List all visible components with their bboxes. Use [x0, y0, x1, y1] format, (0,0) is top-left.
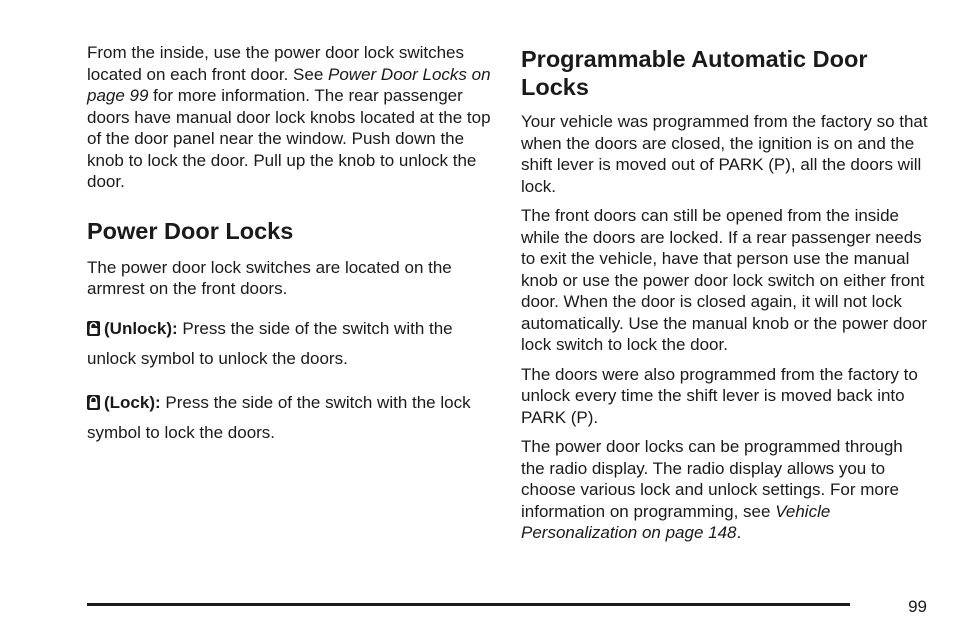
unlock-paragraph — [87, 314, 497, 374]
intro-paragraph — [87, 42, 497, 193]
unlock-icon — [87, 321, 100, 336]
switch-location-paragraph: The power door lock switches are located on the armrest on the front doors. — [87, 257, 452, 298]
right-column — [521, 42, 931, 544]
left-column — [87, 42, 497, 448]
lock-paragraph — [87, 388, 497, 448]
vehicle-personalization-link[interactable]: Vehicle Personalization on page 148 — [521, 501, 831, 542]
radio-display-text-end: . — [736, 523, 742, 542]
unlock-text: Press the side of the switch with the unlock symbol to unlock the doors. — [87, 318, 453, 368]
lock-icon — [87, 395, 100, 410]
lock-text: Press the side of the switch with the lock symbol to lock the doors. — [87, 392, 471, 442]
page-number: 99 — [908, 597, 927, 616]
radio-display-text: The power door locks can be programmed through the radio display. The radio display allows you to choose various lock and unlock settings. For more information on programming, see — [521, 437, 903, 521]
programmable-locks-heading: Programmable Automatic Door Locks — [521, 46, 868, 100]
power-door-locks-heading: Power Door Locks — [87, 217, 294, 244]
unlock-label: (Unlock): — [104, 318, 178, 338]
lock-label: (Lock): — [104, 392, 161, 412]
intro-text-continued: for more information. The rear passenger doors have manual door lock knobs located at the top of the door panel near the window. Push down the knob to lock the door. Pull up the knob to unlock the door. — [87, 86, 491, 191]
intro-text: From the inside, use the power door lock switches located on each front door. See — [87, 43, 465, 84]
power-door-locks-link[interactable]: Power Door Locks on page 99 — [87, 64, 491, 105]
radio-display-paragraph — [521, 436, 931, 544]
unlock-programming-paragraph: The doors were also programmed from the factory to unlock every time the shift lever is moved back into PARK (P). — [521, 364, 918, 427]
front-doors-paragraph: The front doors can still be opened from the inside while the doors are locked. If a rear passenger needs to exit the vehicle, have that person use the manual knob or use the power door lock switch on either front door. When the door is closed again, it will not lock automatically. Use the manual knob or the power door lock switch to lock the door. — [521, 206, 928, 354]
footer-rule — [87, 603, 850, 606]
factory-programming-paragraph: Your vehicle was programmed from the factory so that when the doors are closed, the ignition is on and the shift lever is moved out of PARK (P), all the doors will lock. — [521, 112, 928, 196]
